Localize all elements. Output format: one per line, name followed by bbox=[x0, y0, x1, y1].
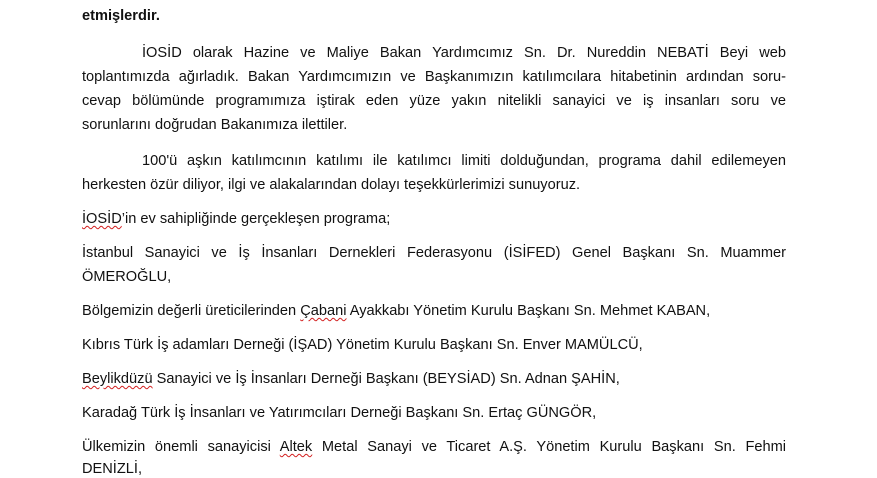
para1-line4: sorunlarını doğrudan Bakanımıza ilettiler. bbox=[82, 117, 348, 133]
participant-1-line2: ÖMEROĞLU, bbox=[82, 269, 172, 285]
program-intro-rest: ’in ev sahipliğinde gerçekleşen programa; bbox=[121, 211, 391, 227]
para1-line2: toplantımızda ağırladık. Bakan Yardımcımızın ve Başkanımızın katılımcılara hitabetinin ardından soru- bbox=[82, 69, 786, 85]
participant-2 bbox=[82, 302, 786, 320]
spellcheck-word: Çabani bbox=[300, 303, 347, 319]
para2-line2: herkesten özür diliyor, ilgi ve alakalarından dolayı teşekkürlerimizi sunuyoruz. bbox=[82, 177, 581, 193]
participant-4-after: Sanayici ve İş İnsanları Derneği Başkanı (BEYSİAD) Sn. Adnan ŞAHİN, bbox=[152, 371, 620, 387]
participant-2-after: Ayakkabı Yönetim Kurulu Başkanı Sn. Mehmet KABAN, bbox=[346, 303, 711, 319]
spellcheck-word: Beylikdüzü bbox=[82, 371, 153, 387]
spellcheck-word: Altek bbox=[279, 439, 313, 455]
participant-6-line2: DENİZLİ, bbox=[82, 461, 143, 477]
participant-4 bbox=[82, 370, 786, 388]
participant-6-before: Ülkemizin önemli sanayicisi bbox=[82, 439, 280, 455]
participant-5: Karadağ Türk İş İnsanları ve Yatırımcıları Derneği Başkanı Sn. Ertaç GÜNGÖR, bbox=[82, 405, 597, 421]
para1-line3: cevap bölümünde programımıza iştirak eden yüze yakın nitelikli sanayici ve iş insanları soru ve bbox=[82, 93, 786, 109]
top-bold-fragment: etmişlerdir. bbox=[82, 8, 160, 24]
para2-line1: 100'ü aşkın katılımcının katılımı ile katılımcı limiti dolduğundan, programa dahil edilemeyen bbox=[142, 153, 786, 169]
participant-6-line1 bbox=[82, 438, 786, 456]
participant-3: Kıbrıs Türk İş adamları Derneği (İŞAD) Yönetim Kurulu Başkanı Sn. Enver MAMÜLCÜ, bbox=[82, 337, 643, 353]
participant-2-before: Bölgemizin değerli üreticilerinden bbox=[82, 303, 301, 319]
spellcheck-word: İOSİD bbox=[82, 211, 122, 227]
participant-6-after: Metal Sanayi ve Ticaret A.Ş. Yönetim Kurulu Başkanı Sn. Fehmi bbox=[312, 439, 786, 455]
participant-1-line1: İstanbul Sanayici ve İş İnsanları Dernekleri Federasyonu (İSİFED) Genel Başkanı Sn. Muammer bbox=[82, 245, 786, 261]
para1-line1: İOSİD olarak Hazine ve Maliye Bakan Yardımcımız Sn. Dr. Nureddin NEBATİ Beyi web bbox=[142, 45, 786, 61]
program-intro bbox=[82, 210, 786, 228]
